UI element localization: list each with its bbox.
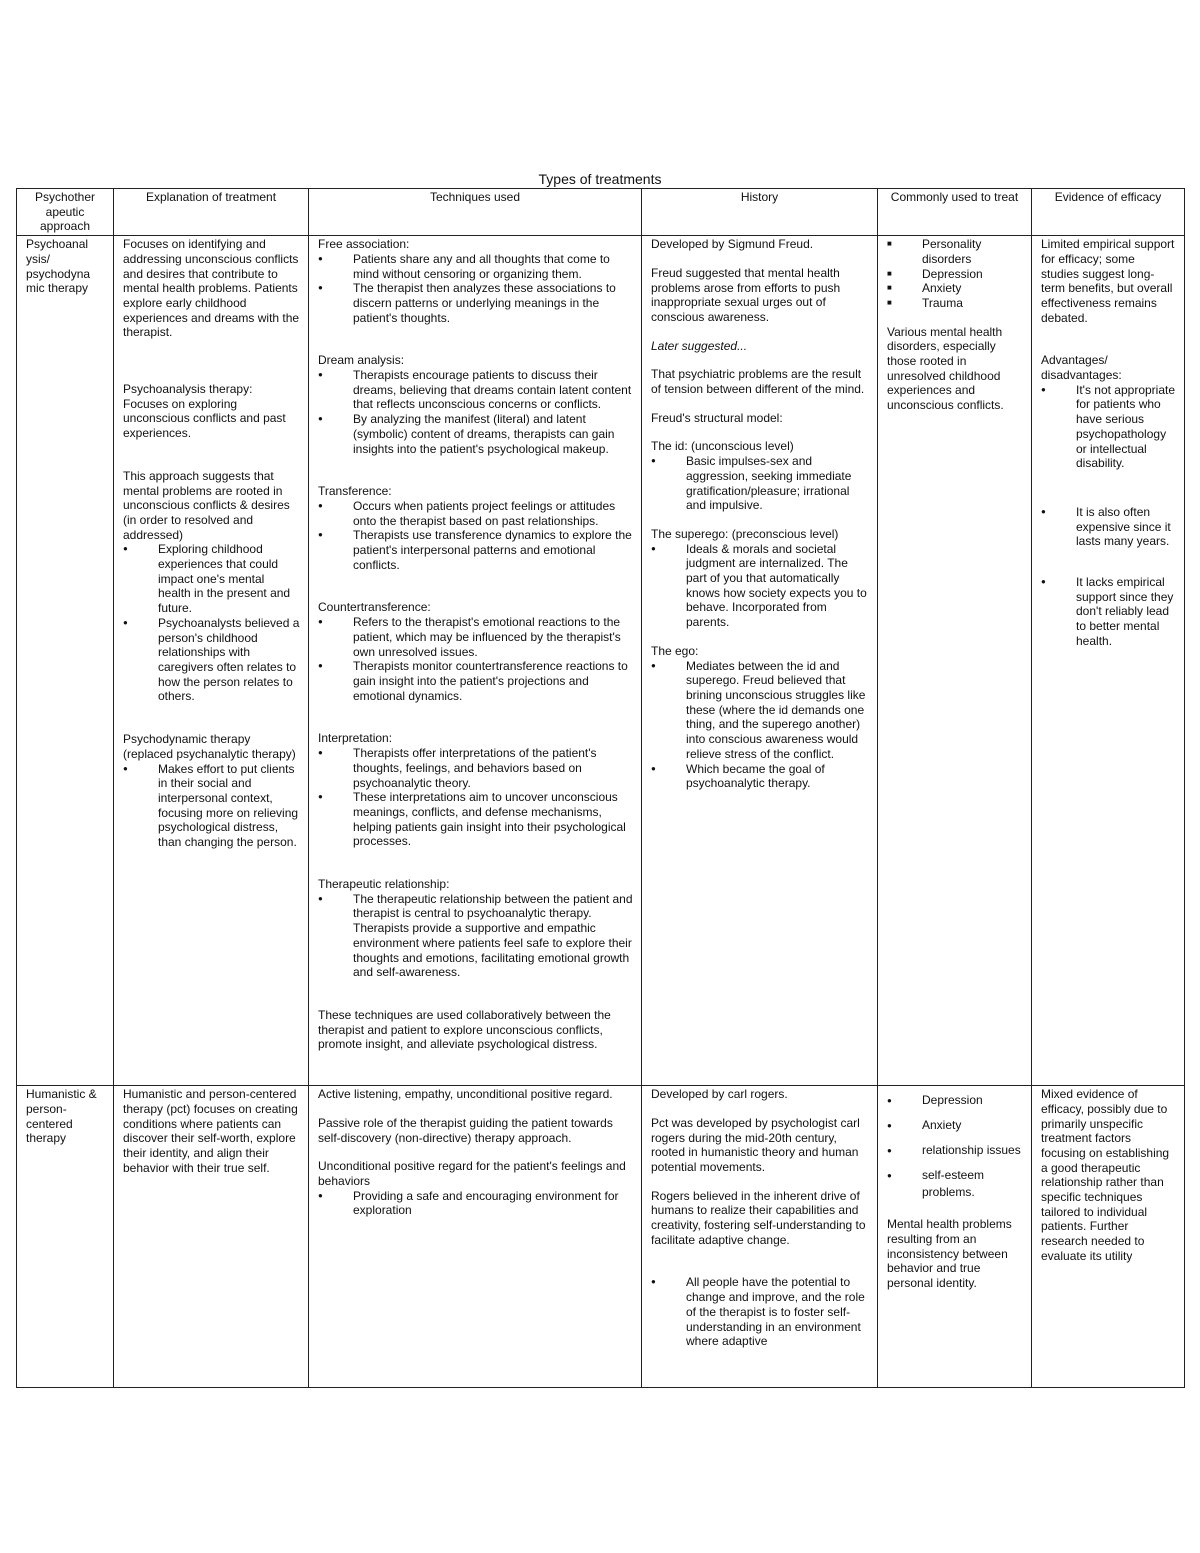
history-cell <box>642 236 878 1086</box>
list-item: ● The therapeutic relationship between the patient and therapist is central to psychoanalytic therapy. Therapists provide a supportive and empathic environment where patients feel safe to explore their thoughts and emotions, facilitating emotional growth and self-awareness. <box>318 892 633 980</box>
list-item: ● Basic impulses-sex and aggression, seeking immediate gratification/pleasure; irrational and impulsive. <box>651 454 869 513</box>
efficacy-cell <box>1032 236 1185 1086</box>
efficacy-heading: Advantages/ disadvantages: <box>1041 353 1122 383</box>
header-explanation: Explanation of treatment <box>114 189 309 236</box>
list-item: ■ Personality disorders <box>887 237 1023 266</box>
table-row-psychoanalysis <box>17 236 1185 1086</box>
header-row <box>17 189 1185 236</box>
list-item: ● Makes effort to put clients in their social and interpersonal context, focusing more on relieving psychological distress, than changing the person. <box>123 762 300 850</box>
explanation-cell <box>114 1086 309 1388</box>
technique-heading: Therapeutic relationship: <box>318 877 450 892</box>
efficacy-cell <box>1032 1086 1185 1388</box>
technique-heading: Dream analysis: <box>318 353 405 368</box>
treats-cell <box>878 236 1032 1086</box>
techniques-cell <box>309 236 642 1086</box>
technique-heading: Free association: <box>318 237 410 252</box>
explanation-bullets <box>123 762 300 850</box>
list-item: ● Therapists monitor countertransference reactions to gain insight into the patient's projections and emotional dynamics. <box>318 659 633 703</box>
technique-bullets <box>318 368 633 456</box>
technique-text: Active listening, empathy, unconditional positive regard. <box>318 1087 613 1102</box>
explanation-text: Focuses on identifying and addressing unconscious conflicts and desires that contribute to mental health problems. Patients explore early childhood experiences and dreams with the therapist. <box>123 237 300 340</box>
explanation-text: Psychoanalysis therapy: Focuses on exploring unconscious conflicts and past experiences. <box>123 382 286 441</box>
approach-label: Humanistic & person-centered therapy <box>26 1087 97 1146</box>
list-item: ● Patients share any and all thoughts that come to mind without censoring or organizing them. <box>318 252 633 281</box>
history-text: Later suggested... <box>651 338 748 353</box>
header-efficacy: Evidence of efficacy <box>1032 189 1185 236</box>
treats-bullets <box>887 237 1023 311</box>
history-bullets <box>651 1275 869 1349</box>
list-item: ● These interpretations aim to uncover unconscious meanings, conflicts, and defense mechanisms, helping patients gain insight into their psychological processes. <box>318 790 633 849</box>
table-row-humanistic <box>17 1086 1185 1388</box>
technique-heading: Interpretation: <box>318 731 393 746</box>
history-bullets <box>651 659 869 791</box>
list-item: ● Therapists encourage patients to discuss their dreams, believing that dreams contain latent content that reflects unconscious concerns or conflicts. <box>318 368 633 412</box>
technique-heading: Transference: <box>318 484 392 499</box>
technique-bullets <box>318 746 633 849</box>
techniques-closing: These techniques are used collaboratively between the therapist and patient to explore unconscious conflicts, promote insight, and alleviate psychological distress. <box>318 1007 611 1052</box>
history-text: That psychiatric problems are the result of tension between different of the mind. <box>651 367 865 397</box>
list-item: ● The therapist then analyzes these associations to discern patterns or underlying meanings in the patient's thoughts. <box>318 281 633 325</box>
technique-bullets <box>318 615 633 703</box>
technique-text: Unconditional positive regard for the patient's feelings and behaviors <box>318 1159 626 1188</box>
technique-bullets <box>318 1189 633 1218</box>
approach-cell <box>17 236 114 1086</box>
efficacy-bullets <box>1041 383 1176 649</box>
page-title: Types of treatments <box>538 171 662 187</box>
history-text: Rogers believed in the inherent drive of humans to realize their capabilities and creativity, fostering self-understanding to facilitate adaptive change. <box>651 1188 866 1247</box>
approach-cell <box>17 1086 114 1388</box>
history-bullets <box>651 454 869 513</box>
history-text: Freud's structural model: <box>651 410 783 425</box>
approach-label: Psychoanal ysis/ psychodyna mic therapy <box>26 237 91 296</box>
history-heading: The superego: (preconscious level) <box>651 526 839 541</box>
treatments-table <box>16 188 1185 1388</box>
header-approach: Psychother apeutic approach <box>17 189 114 236</box>
list-item: ■ Anxiety <box>887 281 1023 296</box>
list-item: ● Ideals & morals and societal judgment are internalized. The part of you that automatically knows how society expects you to behave. Incorporated from parents. <box>651 542 869 630</box>
header-history: History <box>642 189 878 236</box>
list-item: ● Which became the goal of psychoanalytic therapy. <box>651 762 869 791</box>
list-item: ● Mediates between the id and superego. Freud believed that brining unconscious struggles like these (where the id demands one thing, and the superego another) into conscious awareness would relieve stress of the conflict. <box>651 659 869 762</box>
explanation-text: This approach suggests that mental problems are rooted in unconscious conflicts & desires (in order to resolved and addressed) <box>123 468 290 542</box>
history-text: Developed by carl rogers. <box>651 1087 788 1102</box>
treats-note: Mental health problems resulting from an inconsistency between behavior and true personal identity. <box>887 1217 1012 1290</box>
treats-note: Various mental health disorders, especially those rooted in unresolved childhood experiences and unconscious conflicts. <box>887 324 1004 413</box>
header-techniques: Techniques used <box>309 189 642 236</box>
list-item: ● Providing a safe and encouraging environment for exploration <box>318 1189 633 1218</box>
techniques-cell <box>309 1086 642 1388</box>
list-item: ● Exploring childhood experiences that could impact one's mental health in the present and future. <box>123 542 300 616</box>
history-bullets <box>651 542 869 630</box>
list-item: ● It's not appropriate for patients who have serious psychopathology or intellectual disability. <box>1041 383 1176 471</box>
list-item: ● It lacks empirical support since they don't reliably lead to better mental health. <box>1041 575 1176 649</box>
explanation-cell <box>114 236 309 1086</box>
technique-text: Passive role of the therapist guiding the patient towards self-discovery (non-directive) therapy approach. <box>318 1115 613 1145</box>
treats-cell <box>878 1086 1032 1388</box>
technique-bullets <box>318 252 633 326</box>
history-heading: The ego: <box>651 643 699 658</box>
list-item: ■ Depression <box>887 267 1023 282</box>
list-item: ● self-esteem problems. <box>887 1167 1023 1201</box>
history-heading: The id: (unconscious level) <box>651 439 794 454</box>
history-text: Freud suggested that mental health problems arose from efforts to push inappropriate sexual urges out of conscious awareness. <box>651 265 841 324</box>
history-text: Pct was developed by psychologist carl rogers during the mid-20th century, rooted in humanistic theory and human potential movements. <box>651 1115 860 1174</box>
technique-bullets <box>318 499 633 573</box>
list-item: ● By analyzing the manifest (literal) and latent (symbolic) content of dreams, therapists can gain insights into the patient's psychological makeup. <box>318 412 633 456</box>
technique-bullets <box>318 892 633 980</box>
explanation-bullets <box>123 542 300 704</box>
list-item: ● Occurs when patients project feelings or attitudes onto the therapist based on past relationships. <box>318 499 633 528</box>
list-item: ● Therapists use transference dynamics to explore the patient's interpersonal patterns and emotional conflicts. <box>318 528 633 572</box>
list-item: ● Refers to the therapist's emotional reactions to the patient, which may be influenced by the therapist's own unresolved issues. <box>318 615 633 659</box>
list-item: ● It is also often expensive since it lasts many years. <box>1041 505 1176 549</box>
list-item: ● All people have the potential to change and improve, and the role of the therapist is to foster self-understanding in an environment where adaptive <box>651 1275 869 1349</box>
list-item: ■ Trauma <box>887 296 1023 311</box>
list-item: ● relationship issues <box>887 1142 1023 1159</box>
efficacy-text: Mixed evidence of efficacy, possibly due to primarily unspecific treatment factors focusing on establishing a good therapeutic relationship rather than specific techniques tailored to individual patients. Further research needed to evaluate its utility <box>1041 1087 1170 1263</box>
history-text: Developed by Sigmund Freud. <box>651 237 814 252</box>
explanation-text: Psychodynamic therapy (replaced psychanalytic therapy) <box>123 732 296 761</box>
list-item: ● Psychoanalysts believed a person's childhood relationships with caregivers often relates to how the person relates to others. <box>123 616 300 704</box>
history-cell <box>642 1086 878 1388</box>
list-item: ● Therapists offer interpretations of the patient's thoughts, feelings, and behaviors based on psychoanalytic theory. <box>318 746 633 790</box>
efficacy-text: Limited empirical support for efficacy; some studies suggest long-term benefits, but overall effectiveness remains debated. <box>1041 237 1175 325</box>
list-item: ● Anxiety <box>887 1117 1023 1134</box>
technique-heading: Countertransference: <box>318 600 431 615</box>
explanation-text: Humanistic and person-centered therapy (pct) focuses on creating conditions where patients can discover their self-worth, explore their identity, and align their behavior with their true self. <box>123 1087 298 1175</box>
treats-bullets <box>887 1092 1023 1201</box>
header-treats: Commonly used to treat <box>878 189 1032 236</box>
list-item: ● Depression <box>887 1092 1023 1109</box>
